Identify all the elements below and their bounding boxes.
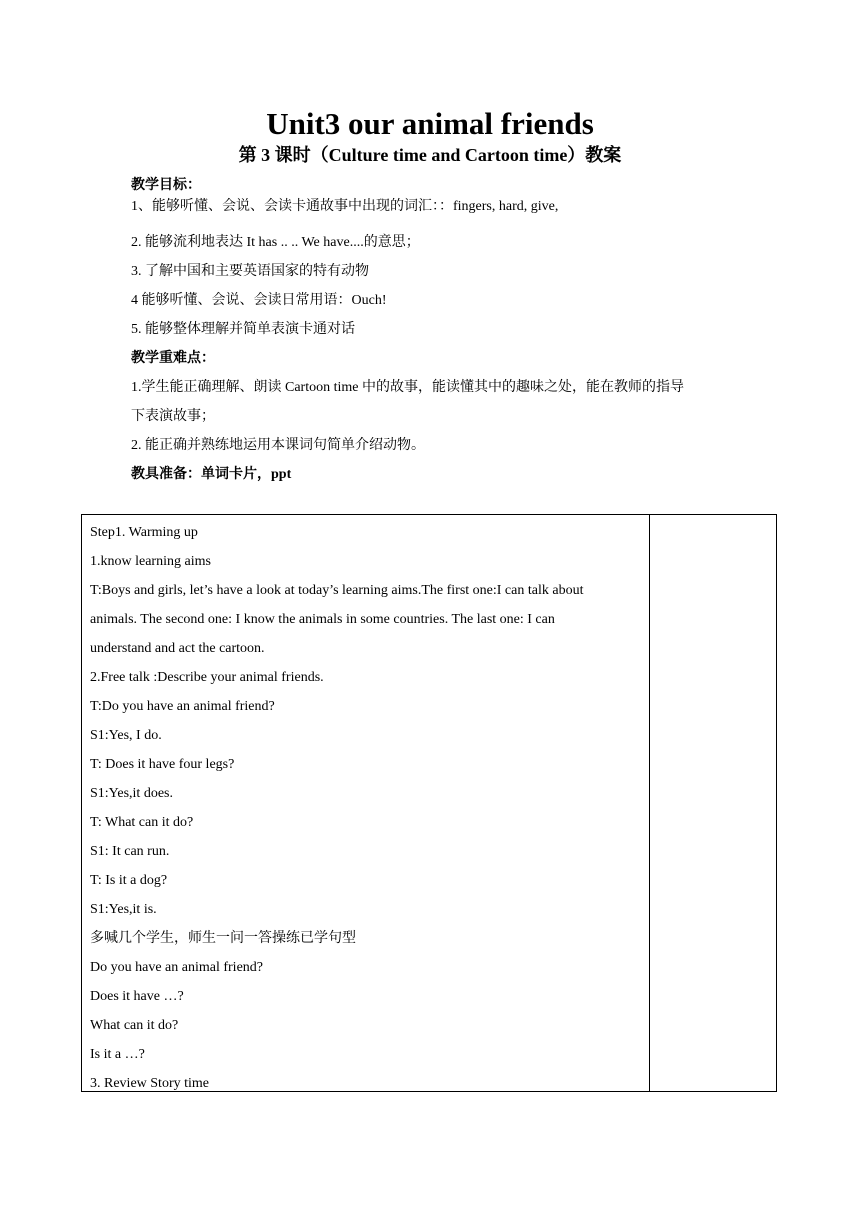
objective-1: 1、能够听懂、会说、会读卡通故事中出现的词汇：：fingers, hard, give, <box>131 199 559 214</box>
objective-2: 2. 能够流利地表达 It has .. .. We have....的意思； <box>131 235 420 250</box>
table-line: understand and act the cartoon. <box>90 641 265 656</box>
table-line: Is it a …? <box>90 1047 145 1062</box>
table-line: T: Is it a dog? <box>90 873 168 888</box>
table-line: Step1. Warming up <box>90 525 198 540</box>
table-line: T:Boys and girls, let’s have a look at today’s learning aims.The first one:I can talk about <box>90 583 584 598</box>
table-line: S1:Yes, I do. <box>90 728 162 743</box>
table-line: T: Does it have four legs? <box>90 757 235 772</box>
table-line: 2.Free talk :Describe your animal friends. <box>90 670 324 685</box>
table-line: animals. The second one: I know the animals in some countries. The last one: I can <box>90 612 555 627</box>
table-line: T: What can it do? <box>90 815 194 830</box>
table-line: Do you have an animal friend? <box>90 960 263 975</box>
objectives-heading: 教学目标： <box>131 178 201 193</box>
table-line: 多喊几个学生，师生一问一答操练已学句型 <box>90 931 356 946</box>
table-line: S1:Yes,it is. <box>90 902 157 917</box>
key-point-2: 2. 能正确并熟练地运用本课词句简单介绍动物。 <box>131 438 425 453</box>
table-line: 3. Review Story time <box>90 1076 209 1091</box>
key-point-1: 1.学生能正确理解、朗读 Cartoon time 中的故事，能读懂其中的趣味之处，能在教师的指导 <box>131 380 684 395</box>
document-title: Unit3 our animal friends <box>266 106 594 141</box>
objective-5: 5. 能够整体理解并简单表演卡通对话 <box>131 322 355 337</box>
table-line: What can it do? <box>90 1018 179 1033</box>
document-subtitle: 第 3 课时（Culture time and Cartoon time）教案 <box>238 145 622 165</box>
objective-4: 4 能够听懂、会说、会读日常用语：Ouch! <box>131 293 387 308</box>
key-point-1-continued: 下表演故事； <box>131 409 215 424</box>
key-points-heading: 教学重难点： <box>131 351 215 366</box>
objective-3: 3. 了解中国和主要英语国家的特有动物 <box>131 264 369 279</box>
materials-line: 教具准备：单词卡片，ppt <box>131 467 292 482</box>
table-line: Does it have …? <box>90 989 184 1004</box>
table-line: T:Do you have an animal friend? <box>90 699 275 714</box>
table-line: S1:Yes,it does. <box>90 786 173 801</box>
table-line: 1.know learning aims <box>90 554 211 569</box>
column-divider <box>649 515 650 1091</box>
lesson-plan-table <box>81 514 777 1092</box>
table-line: S1: It can run. <box>90 844 170 859</box>
